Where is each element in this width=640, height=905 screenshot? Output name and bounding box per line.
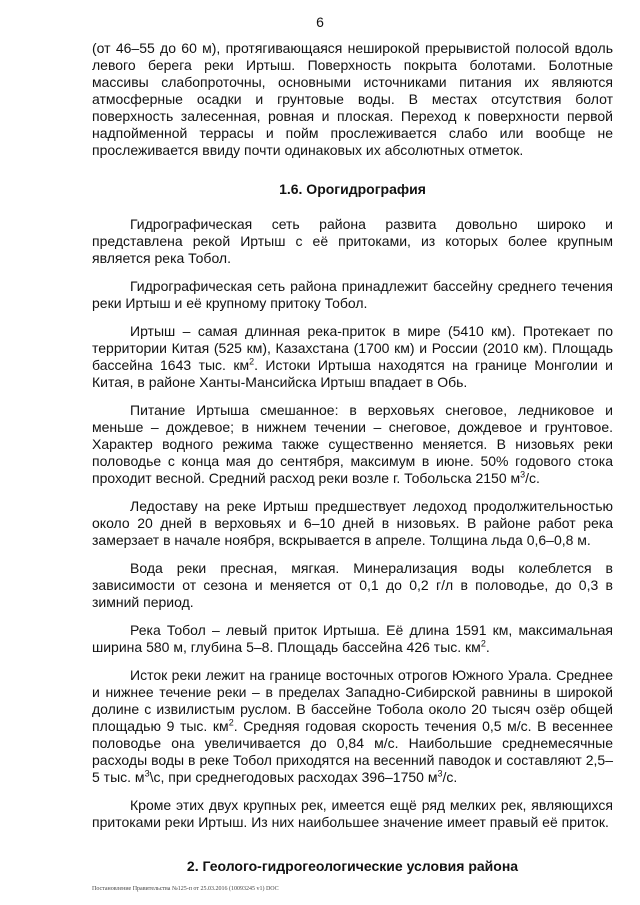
paragraph: Гидрографическая сеть района принадлежит бассейну среднего течения реки Иртыш и её крупному притоку Тобол.: [92, 278, 613, 311]
superscript: 3: [520, 469, 526, 480]
superscript: 2: [249, 356, 255, 367]
paragraph: Вода реки пресная, мягкая. Минерализация воды колеблется в зависимости от сезона и меняется от 0,1 до 0,2 г/л в половодье, до 0,3 в зимний период.: [92, 560, 613, 610]
superscript: 3: [437, 768, 443, 779]
paragraph: Кроме этих двух крупных рек, имеется ещё ряд мелких рек, являющихся притоками реки Иртыш. Из них наибольшее значение имеет правый её приток.: [92, 797, 613, 830]
paragraph-text: . Истоки Иртыша находятся на границе Монголии и Китая, в районе Ханты-Мансийска Иртыш впадает в Обь.: [92, 357, 613, 390]
section-heading-geology: 2. Геолого-гидрогеологические условия района: [186, 858, 519, 874]
paragraph-text: . Средняя годовая скорость течения 0,5 м/с. В весеннее половодье она увеличивается до 0,84 м/с. Наибольшие среднемесячные расходы воды в реке Тобол приходятся на весенний паводок и составляют 2,5–5 тыс. м: [92, 718, 613, 785]
paragraph-text: \с, при среднегодовых расходах 396–1750 м: [149, 769, 438, 785]
paragraph-text: Исток реки лежит на границе восточных отрогов Южного Урала. Среднее и нижнее течение реки – в пределах Западно-Сибирской равнины в широкой долине с извилистым руслом. В бассейне Тобола около 20 тысяч озёр общей площадью 9 тыс. км: [92, 667, 613, 734]
paragraph-text: Питание Иртыша смешанное: в верховьях снеговое, ледниковое и меньше – дождевое; в нижнем течении – снеговое, дождевое и грунтовое. Характер водного режима также существенно меняется. В низовьях реки половодье с конца мая до сентября, максимум в июне. 50% годового стока проходит весной. Средний расход реки возле г. Тобольска 2150 м: [92, 402, 613, 486]
paragraph: [92, 667, 613, 786]
paragraph-text: /с.: [525, 470, 540, 486]
paragraph: Гидрографическая сеть района развита довольно широко и представлена рекой Иртыш с её притоками, из которых более крупным является река Тобол.: [92, 216, 613, 266]
paragraph: (от 46–55 до 60 м), протягивающаяся неширокой прерывистой полосой вдоль левого берега реки Иртыш. Поверхность покрыта болотами. Болотные массивы слабопроточны, основными источниками питания их являются атмосферные осадки и грунтовые воды. В местах отсутствия болот поверхность залесенная, ровная и плоская. Переход к поверхности первой надпойменной террасы и пойм прослеживается слабо или вообще не прослеживается ввиду почти одинаковых их абсолютных отметок.: [92, 40, 613, 158]
paragraph-text: Иртыш – самая длинная река-приток в мире (5410 км). Протекает по территории Китая (525 км), Казахстана (1700 км) и России (2010 км). Площадь бассейна 1643 тыс. км: [92, 323, 613, 373]
page-number: 6: [316, 14, 324, 30]
document-body: [92, 40, 613, 875]
paragraph: Ледоставу на реке Иртыш предшествует ледоход продолжительностью около 20 дней в верховьях и 6–10 дней в низовьях. В районе работ река замерзает в начале ноября, вскрывается в апреле. Толщина льда 0,6–0,8 м.: [92, 498, 613, 548]
paragraph: [92, 323, 613, 391]
superscript: 2: [228, 717, 234, 728]
paragraph-text: Река Тобол – левый приток Иртыша. Её длина 1591 км, максимальная ширина 580 м, глубина 5–8. Площадь бассейна 426 тыс. км: [92, 622, 613, 655]
document-footer: Постановление Правительства №125-п от 25.03.2016 (10093245 v1) DOC: [92, 886, 279, 892]
superscript: 2: [480, 638, 486, 649]
paragraph: [92, 402, 613, 487]
paragraph-text: /с.: [442, 769, 458, 785]
section-heading-orohydrography: 1.6. Орогидрография: [279, 181, 426, 197]
paragraph: [92, 622, 613, 656]
superscript: 3: [144, 768, 150, 779]
paragraph-text: .: [485, 639, 490, 655]
